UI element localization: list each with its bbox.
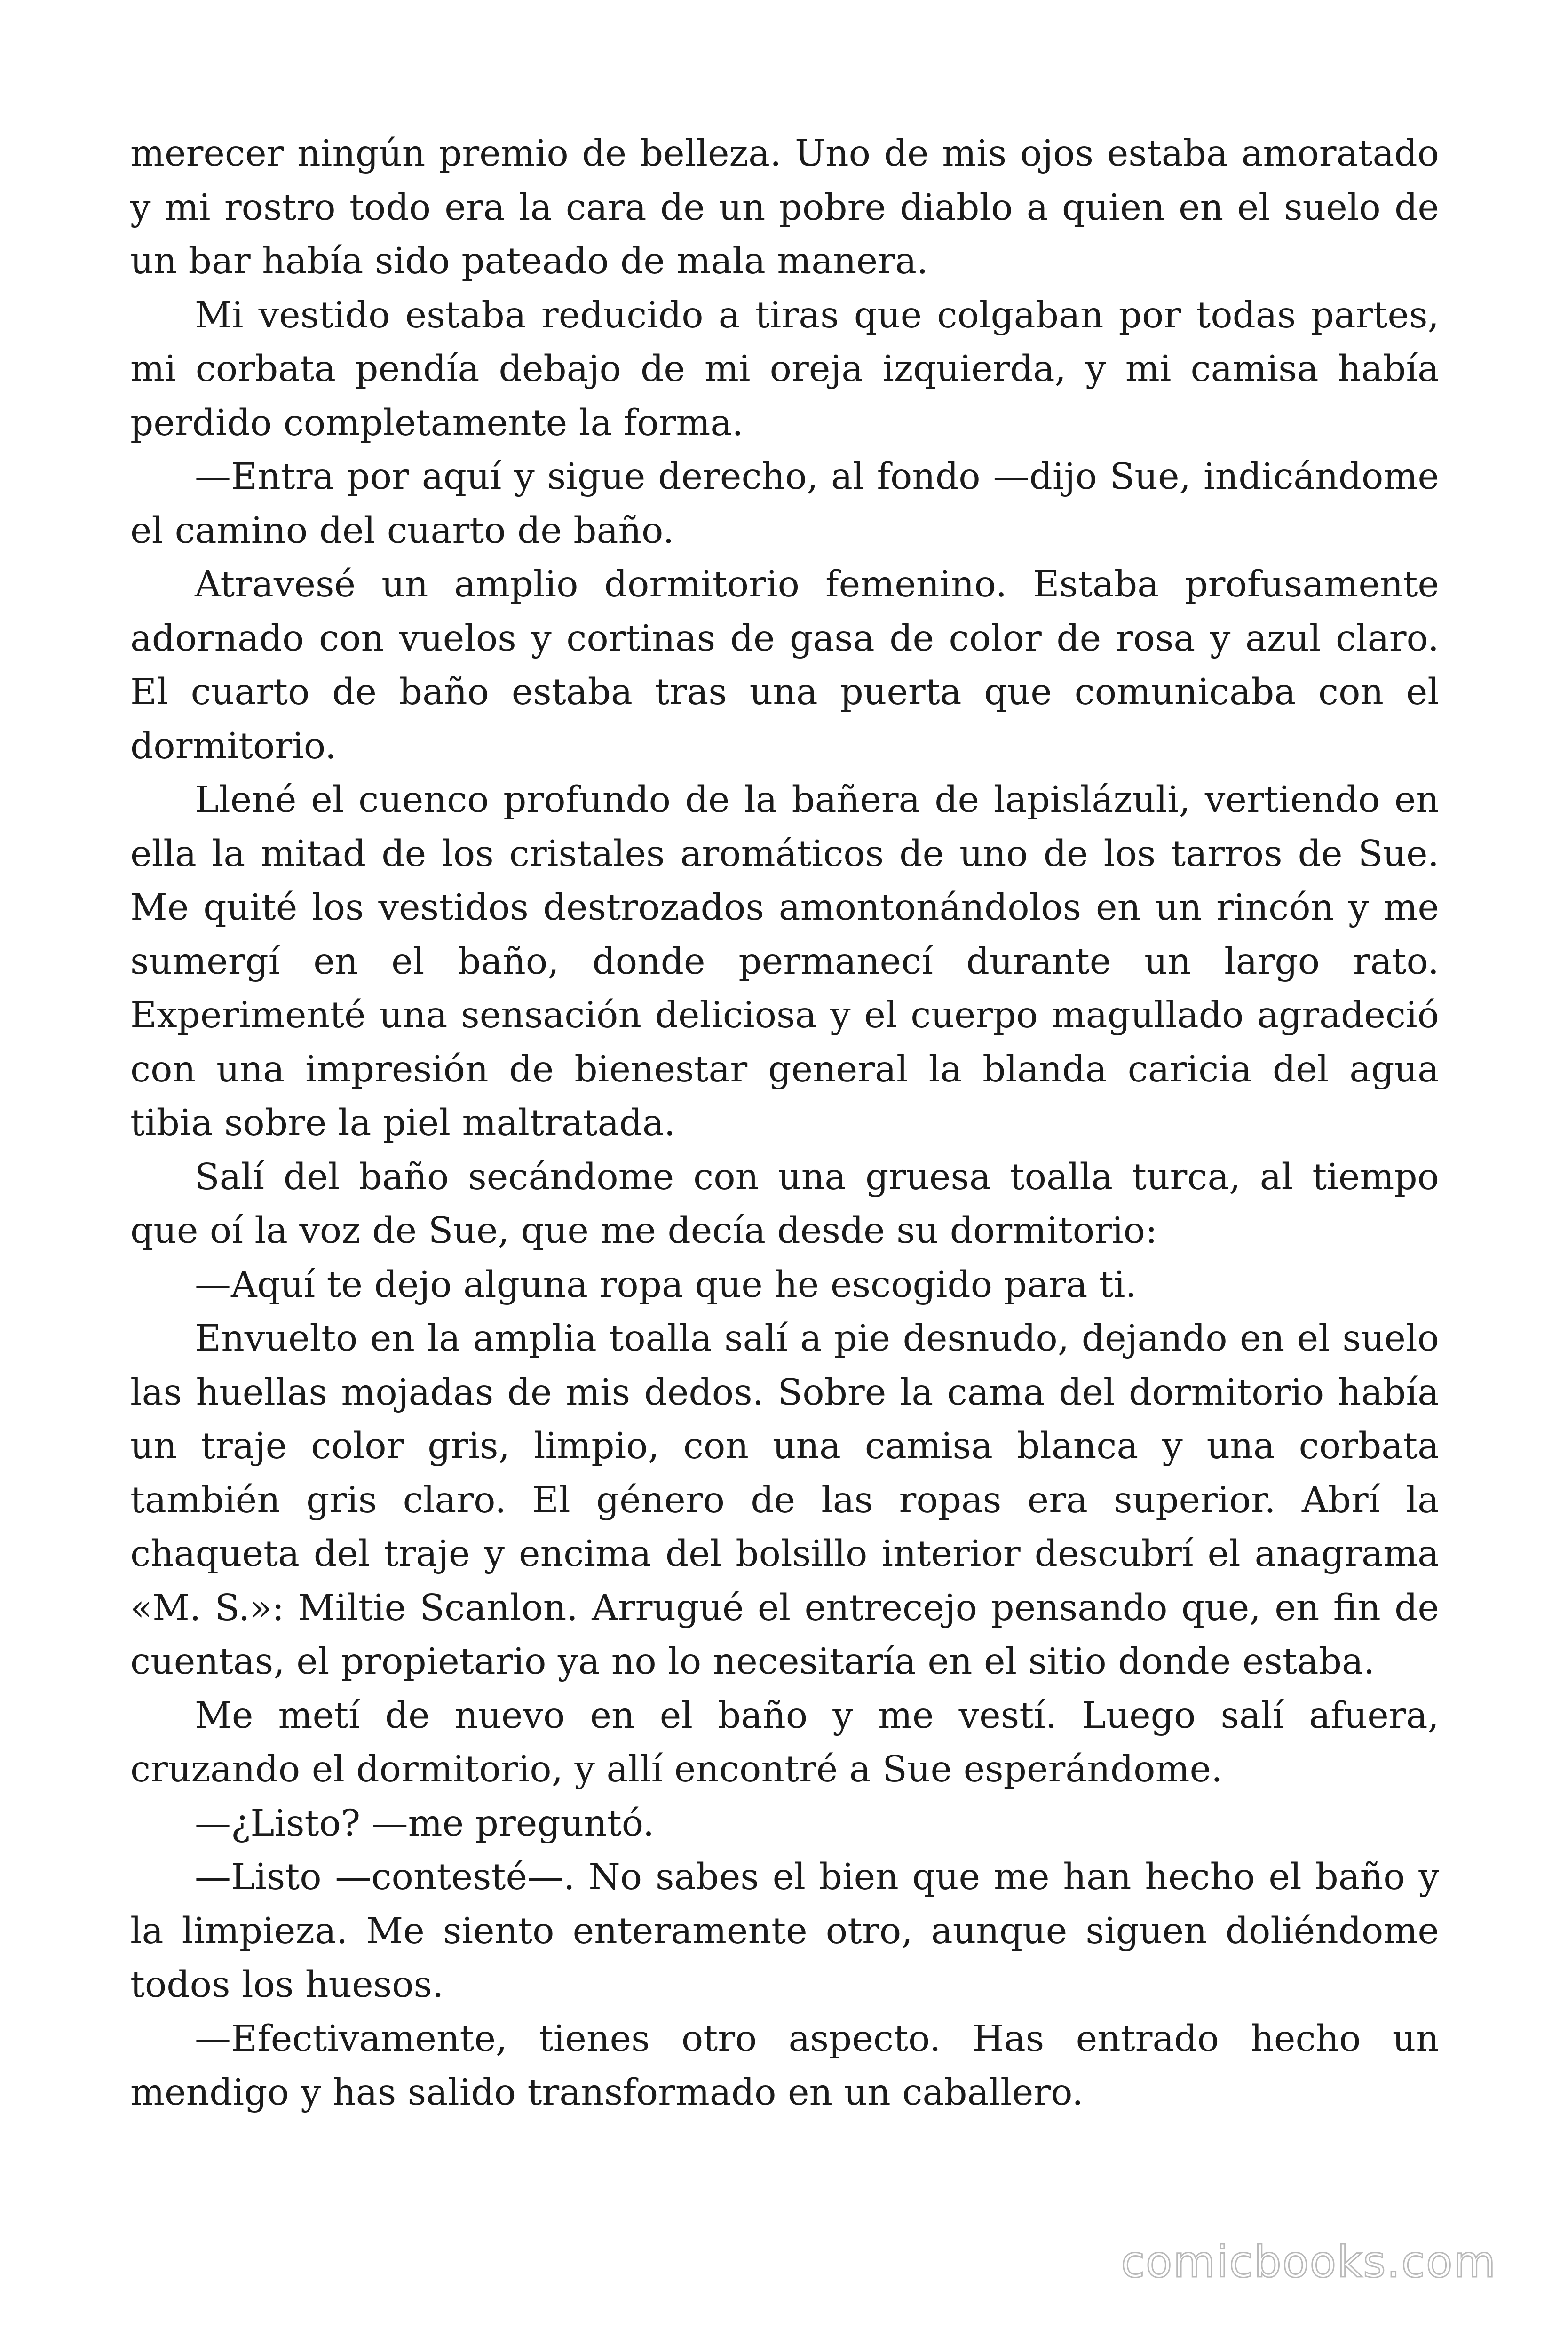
- paragraph-2: Mi vestido estaba reducido a tiras que colgaban por todas partes, mi corbata pendía debajo de mi oreja izquierda, y mi camisa había perdido completamente la forma.: [130, 294, 1439, 444]
- paragraph-1: merecer ningún premio de belleza. Uno de mis ojos estaba amoratado y mi rostro todo era la cara de un pobre diablo a quien en el suelo de un bar había sido pateado de mala manera.: [130, 133, 1439, 282]
- watermark: comicbooks.com: [1121, 2237, 1497, 2287]
- page-body: [130, 127, 1439, 2120]
- paragraph-9: Me metí de nuevo en el baño y me vestí. Luego salí afuera, cruzando el dormitorio, y allí encontré a Sue esperándome.: [130, 1694, 1439, 1790]
- paragraph-10: —¿Listo? —me preguntó.: [195, 1802, 655, 1844]
- paragraph-7: —Aquí te dejo alguna ropa que he escogido para ti.: [195, 1263, 1137, 1306]
- paragraph-3: —Entra por aquí y sigue derecho, al fondo —dijo Sue, indicándome el camino del cuarto de baño.: [130, 456, 1439, 552]
- paragraph-6: Salí del baño secándome con una gruesa toalla turca, al tiempo que oí la voz de Sue, que me decía desde su dormitorio:: [130, 1156, 1439, 1252]
- paragraph-12: —Efectivamente, tienes otro aspecto. Has entrado hecho un mendigo y has salido transformado en un caballero.: [130, 2018, 1439, 2114]
- paragraph-8: Envuelto en la amplia toalla salí a pie desnudo, dejando en el suelo las huellas mojadas de mis dedos. Sobre la cama del dormitorio había un traje color gris, limpio, con una camisa blanca y una corbata también gris claro. El género de las ropas era superior. Abrí la chaqueta del traje y encima del bolsillo interior descubrí el anagrama «M. S.»: Miltie Scanlon. Arrugué el entrecejo pensando que, en fin de cuentas, el propietario ya no lo necesitaría en el sitio donde estaba.: [130, 1318, 1439, 1683]
- paragraph-11: —Listo —contesté—. No sabes el bien que me han hecho el baño y la limpieza. Me siento enteramente otro, aunque siguen doliéndome todos los huesos.: [130, 1856, 1439, 2006]
- paragraph-5: Llené el cuenco profundo de la bañera de lapislázuli, vertiendo en ella la mitad de los cristales aromáticos de uno de los tarros de Sue. Me quité los vestidos destrozados amontonándolos en un rincón y me sumergí en el baño, donde permanecí durante un largo rato. Experimenté una sensación deliciosa y el cuerpo magullado agradeció con una impresión de bienestar general la blanda caricia del agua tibia sobre la piel maltratada.: [130, 779, 1439, 1144]
- paragraph-4: Atravesé un amplio dormitorio femenino. Estaba profusamente adornado con vuelos y cortinas de gasa de color de rosa y azul claro. El cuarto de baño estaba tras una puerta que comunicaba con el dormitorio.: [130, 564, 1439, 767]
